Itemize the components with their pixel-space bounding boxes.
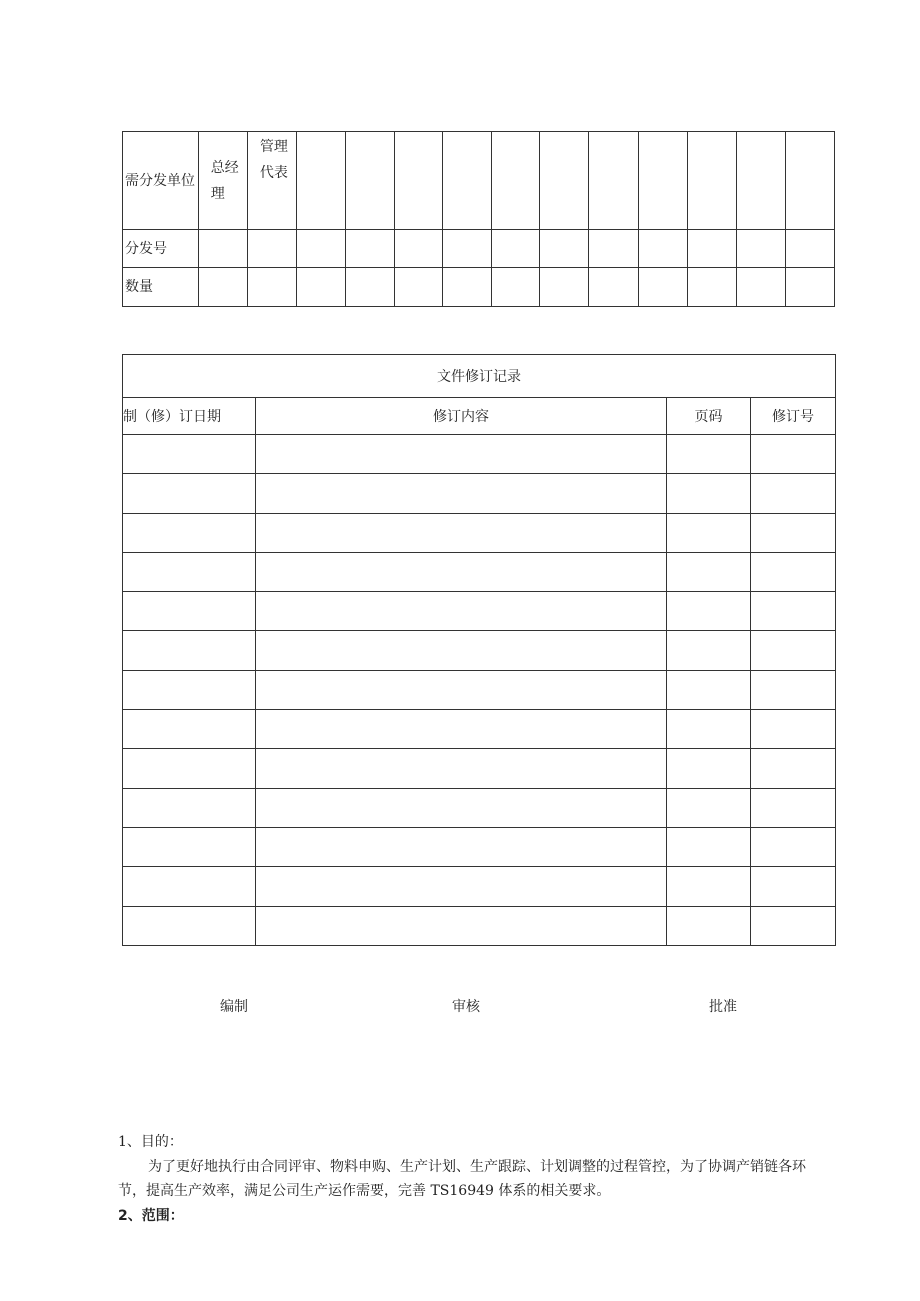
- revision-number-cell[interactable]: [751, 474, 836, 513]
- distribution-cell[interactable]: [296, 132, 345, 230]
- revision-number-cell[interactable]: [751, 827, 836, 866]
- distribution-cell[interactable]: [589, 230, 638, 268]
- distribution-cell[interactable]: [247, 230, 296, 268]
- revision-page-cell[interactable]: [667, 670, 751, 709]
- revision-record-table: [122, 354, 836, 946]
- distribution-cell[interactable]: [540, 132, 589, 230]
- reviewed-by-label: 审核: [452, 999, 480, 1015]
- revision-number-cell[interactable]: [751, 710, 836, 749]
- revision-number-cell[interactable]: [751, 552, 836, 591]
- distribution-header-row: [123, 132, 835, 230]
- revision-row: [123, 788, 836, 827]
- distribution-cell[interactable]: [736, 132, 785, 230]
- revision-page-cell[interactable]: [667, 474, 751, 513]
- revision-row: [123, 474, 836, 513]
- revision-date-cell[interactable]: [123, 592, 256, 631]
- distribution-cell[interactable]: [492, 268, 540, 307]
- revision-content-cell[interactable]: [256, 867, 667, 906]
- revision-date-cell[interactable]: [123, 513, 256, 552]
- distribution-cell[interactable]: [198, 268, 247, 307]
- revision-page-cell[interactable]: [667, 631, 751, 670]
- revision-content-cell[interactable]: [256, 474, 667, 513]
- revision-content-cell[interactable]: [256, 435, 667, 474]
- revision-page-cell[interactable]: [667, 867, 751, 906]
- revision-date-cell[interactable]: [123, 749, 256, 788]
- distribution-quantity-row: [123, 268, 835, 307]
- prepared-by-label: 编制: [220, 999, 248, 1015]
- revision-row: [123, 867, 836, 906]
- revision-number-cell[interactable]: [751, 513, 836, 552]
- revision-page-cell[interactable]: [667, 710, 751, 749]
- distribution-cell[interactable]: [296, 268, 345, 307]
- distribution-cell[interactable]: [395, 132, 443, 230]
- revision-row: [123, 827, 836, 866]
- revision-page-cell[interactable]: [667, 552, 751, 591]
- revision-content-cell[interactable]: [256, 592, 667, 631]
- distribution-table: [122, 131, 835, 307]
- revision-content-cell[interactable]: [256, 827, 667, 866]
- revision-date-cell[interactable]: [123, 552, 256, 591]
- header-revision-content: 修订内容: [256, 398, 667, 435]
- revision-page-cell[interactable]: [667, 592, 751, 631]
- revision-row: [123, 592, 836, 631]
- section-1-paragraph-line-1: 为了更好地执行由合同评审、物料申购、生产计划、生产跟踪、计划调整的过程管控，为了协调产销链各环: [148, 1159, 806, 1175]
- revision-number-cell[interactable]: [751, 749, 836, 788]
- section-2-heading: 2、范围：: [118, 1208, 184, 1224]
- revision-title-row: [123, 355, 836, 398]
- revision-row: [123, 631, 836, 670]
- distribution-cell[interactable]: [492, 132, 540, 230]
- header-revision-number: 修订号: [751, 398, 836, 435]
- distribution-cell[interactable]: [492, 230, 540, 268]
- distribution-cell[interactable]: [687, 268, 736, 307]
- distribution-cell[interactable]: [589, 132, 638, 230]
- header-page-number: 页码: [667, 398, 751, 435]
- distribution-cell[interactable]: [346, 230, 395, 268]
- section-1-heading: 1、目的：: [118, 1134, 183, 1150]
- revision-date-cell[interactable]: [123, 435, 256, 474]
- distribution-cell[interactable]: [443, 230, 492, 268]
- revision-content-cell[interactable]: [256, 670, 667, 709]
- revision-header-row: [123, 398, 836, 435]
- revision-date-cell[interactable]: [123, 710, 256, 749]
- revision-row: [123, 749, 836, 788]
- revision-date-cell[interactable]: [123, 670, 256, 709]
- revision-number-cell[interactable]: [751, 867, 836, 906]
- distribution-cell[interactable]: [785, 268, 834, 307]
- distribution-cell[interactable]: [638, 132, 687, 230]
- revision-date-cell[interactable]: [123, 827, 256, 866]
- revision-table-title: 文件修订记录: [123, 355, 836, 398]
- distribution-cell[interactable]: [736, 268, 785, 307]
- header-distribution-unit: 需分发单位: [123, 132, 199, 230]
- distribution-cell[interactable]: [395, 268, 443, 307]
- distribution-cell[interactable]: [443, 268, 492, 307]
- revision-number-cell[interactable]: [751, 906, 836, 945]
- revision-page-cell[interactable]: [667, 788, 751, 827]
- distribution-cell[interactable]: [346, 268, 395, 307]
- revision-row: [123, 710, 836, 749]
- header-general-manager: 总经理: [198, 132, 247, 230]
- revision-page-cell[interactable]: [667, 827, 751, 866]
- revision-number-cell[interactable]: [751, 788, 836, 827]
- header-management-rep: 管理代表: [247, 132, 296, 230]
- revision-row: [123, 435, 836, 474]
- revision-content-cell[interactable]: [256, 631, 667, 670]
- revision-date-cell[interactable]: [123, 788, 256, 827]
- row-label-distribution-number: 分发号: [123, 230, 199, 268]
- revision-content-cell[interactable]: [256, 710, 667, 749]
- distribution-cell[interactable]: [638, 268, 687, 307]
- revision-content-cell[interactable]: [256, 788, 667, 827]
- distribution-number-row: [123, 230, 835, 268]
- revision-date-cell[interactable]: [123, 474, 256, 513]
- revision-date-cell[interactable]: [123, 631, 256, 670]
- revision-content-cell[interactable]: [256, 552, 667, 591]
- distribution-cell[interactable]: [296, 230, 345, 268]
- revision-number-cell[interactable]: [751, 435, 836, 474]
- revision-page-cell[interactable]: [667, 749, 751, 788]
- distribution-cell[interactable]: [589, 268, 638, 307]
- distribution-cell[interactable]: [346, 132, 395, 230]
- revision-row: [123, 670, 836, 709]
- distribution-cell[interactable]: [443, 132, 492, 230]
- approved-by-label: 批准: [709, 999, 737, 1015]
- distribution-cell[interactable]: [198, 230, 247, 268]
- revision-content-cell[interactable]: [256, 906, 667, 945]
- distribution-cell[interactable]: [395, 230, 443, 268]
- revision-page-cell[interactable]: [667, 513, 751, 552]
- revision-content-cell[interactable]: [256, 749, 667, 788]
- section-1-paragraph-line-2: 节，提高生产效率，满足公司生产运作需要，完善 TS16949 体系的相关要求。: [118, 1183, 611, 1199]
- distribution-cell[interactable]: [540, 230, 589, 268]
- header-revision-date: 制（修）订日期: [123, 398, 256, 435]
- distribution-cell[interactable]: [785, 132, 834, 230]
- revision-row: [123, 906, 836, 945]
- distribution-cell[interactable]: [736, 230, 785, 268]
- revision-row: [123, 552, 836, 591]
- revision-number-cell[interactable]: [751, 592, 836, 631]
- revision-page-cell[interactable]: [667, 435, 751, 474]
- row-label-quantity: 数量: [123, 268, 199, 307]
- revision-number-cell[interactable]: [751, 670, 836, 709]
- distribution-cell[interactable]: [785, 230, 834, 268]
- distribution-cell[interactable]: [687, 230, 736, 268]
- revision-date-cell[interactable]: [123, 867, 256, 906]
- distribution-cell[interactable]: [247, 268, 296, 307]
- revision-date-cell[interactable]: [123, 906, 256, 945]
- revision-page-cell[interactable]: [667, 906, 751, 945]
- revision-row: [123, 513, 836, 552]
- revision-number-cell[interactable]: [751, 631, 836, 670]
- distribution-cell[interactable]: [540, 268, 589, 307]
- distribution-cell[interactable]: [687, 132, 736, 230]
- distribution-cell[interactable]: [638, 230, 687, 268]
- revision-content-cell[interactable]: [256, 513, 667, 552]
